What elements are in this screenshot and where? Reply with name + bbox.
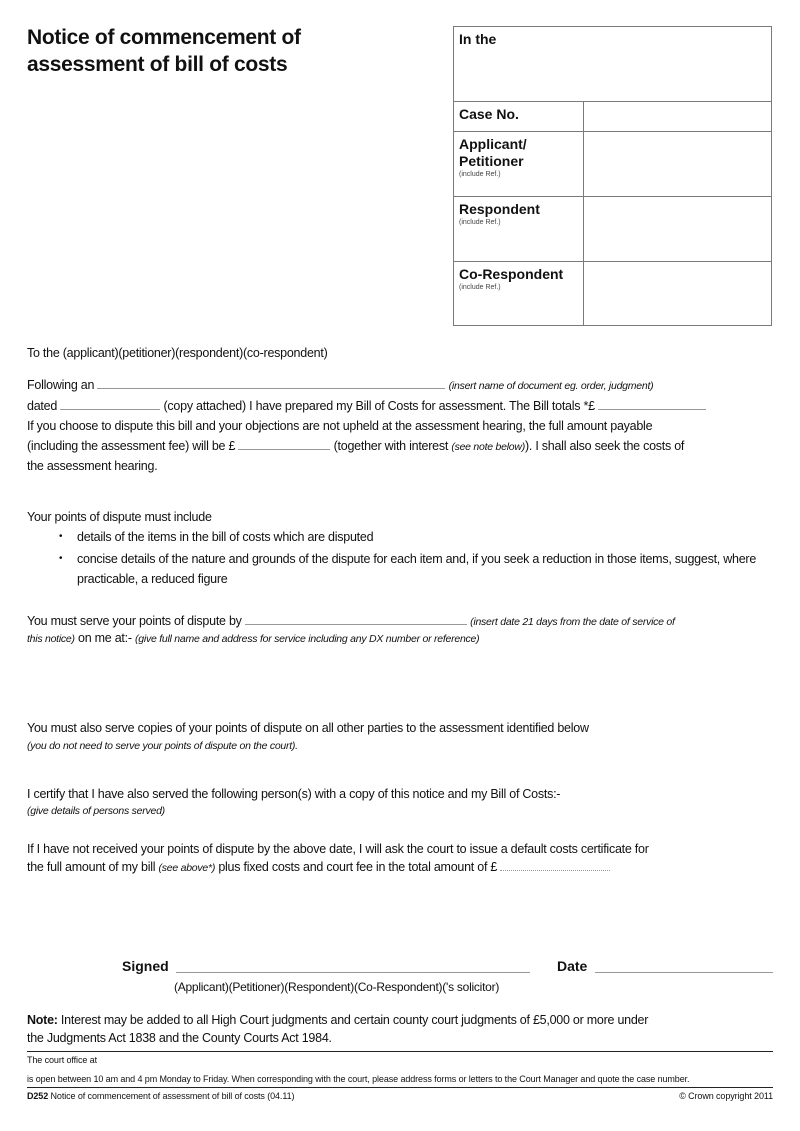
certify-hint: (give details of persons served)	[27, 805, 165, 817]
date-field[interactable]	[595, 958, 773, 973]
case-no-field[interactable]	[583, 102, 771, 132]
dated-text: (copy attached) I have prepared my Bill of Costs for assessment. The Bill totals *£	[163, 399, 595, 413]
applicant-ref-hint: (include Ref.)	[459, 171, 501, 178]
date-label: Date	[557, 958, 588, 974]
dated-line	[27, 396, 787, 416]
dated-prefix: dated	[27, 399, 58, 413]
footer-divider-top	[27, 1051, 773, 1052]
applicant-row	[454, 131, 771, 197]
dispute-line-3: the assessment hearing.	[27, 459, 158, 473]
co-respondent-ref-hint: (include Ref.)	[459, 284, 501, 291]
serve-address-hint: (give full name and address for service including any DX number or reference)	[135, 633, 480, 645]
co-respondent-label	[459, 266, 563, 292]
serve-date-field[interactable]	[245, 612, 467, 625]
service-address-field[interactable]	[27, 650, 773, 710]
full-amount-field[interactable]	[238, 437, 330, 450]
document-name-field[interactable]	[97, 376, 445, 389]
dispute-line-2	[27, 436, 787, 457]
default-suffix: plus fixed costs and court fee in the total amount of £	[218, 860, 498, 874]
applicant-label-line2: Petitioner	[459, 153, 524, 169]
serve-on-me: on me at:-	[78, 631, 132, 645]
case-details-box	[453, 26, 772, 326]
interest-note	[27, 1010, 787, 1030]
page-title	[27, 24, 427, 78]
interest-text: (together with interest	[333, 439, 449, 453]
costs-hearing-text: ). I shall also seek the costs of	[524, 439, 685, 453]
serve-prefix: You must serve your points of dispute by	[27, 614, 242, 628]
respondent-label	[459, 201, 540, 227]
serve-line-2	[27, 628, 787, 649]
co-respondent-label-text: Co-Respondent	[459, 266, 564, 282]
applicant-label-line1: Applicant/	[459, 136, 527, 152]
persons-served-field[interactable]	[27, 822, 773, 836]
points-intro: Your points of dispute must include	[27, 510, 212, 524]
points-list	[27, 527, 767, 589]
form-reference	[27, 1091, 294, 1101]
case-no-label: Case No.	[459, 106, 519, 122]
default-prefix: the full amount of my bill	[27, 860, 156, 874]
applicant-field[interactable]	[583, 132, 771, 197]
document-name-hint: (insert name of document eg. order, judgment)	[448, 380, 654, 392]
form-code: D252	[27, 1091, 49, 1101]
point-item: • details of the items in the bill of costs which are disputed	[27, 527, 767, 547]
also-serve-text: You must also serve copies of your points of dispute on all other parties to the assessment identified below	[27, 721, 589, 735]
also-serve-hint: (you do not need to serve your points of dispute on the court).	[27, 740, 298, 752]
following-prefix: Following an	[27, 378, 95, 392]
respondent-row	[454, 196, 771, 262]
point-item: • concise details of the nature and grounds of the dispute for each item and, if you seek a reduction in those items, suggest, where practicable, a reduced figure	[27, 549, 767, 589]
default-line-1: If I have not received your points of dispute by the above date, I will ask the court to issue a default costs certificate for	[27, 842, 649, 856]
title-line-2: assessment of bill of costs	[27, 53, 288, 76]
court-office-address-field[interactable]	[100, 1056, 770, 1068]
co-respondent-field[interactable]	[583, 262, 771, 326]
in-the-label: In the	[459, 31, 497, 47]
signed-label: Signed	[122, 958, 169, 974]
see-note-hint: (see note below)	[451, 441, 525, 453]
note-text-1: Interest may be added to all High Court judgments and certain county court judgments of £5,000 or more under	[57, 1013, 649, 1027]
respondent-field[interactable]	[583, 197, 771, 262]
form-name: Notice of commencement of assessment of bill of costs (04.11)	[48, 1091, 295, 1101]
default-total-field[interactable]	[500, 858, 610, 871]
dispute-line-1: If you choose to dispute this bill and your objections are not upheld at the assessment hearing, the full amount payable	[27, 419, 653, 433]
following-line	[27, 375, 777, 396]
note-label: Note:	[27, 1013, 58, 1027]
default-line-2	[27, 857, 787, 878]
serve-notice-hint: this notice)	[27, 633, 75, 645]
signature-field[interactable]	[176, 958, 530, 973]
respondent-ref-hint: (include Ref.)	[459, 219, 501, 226]
certify-text: I certify that I have also served the following person(s) with a copy of this notice and my Bill of Costs:-	[27, 787, 561, 801]
applicant-label	[459, 136, 527, 179]
serve-date-hint: (insert date 21 days from the date of service of	[470, 616, 675, 628]
co-respondent-row	[454, 261, 771, 326]
footer-divider-bottom	[27, 1087, 773, 1088]
signature-caption: (Applicant)(Petitioner)(Respondent)(Co-Respondent)('s solicitor)	[174, 980, 500, 994]
copyright-text: © Crown copyright 2011	[679, 1091, 773, 1101]
dated-field[interactable]	[60, 397, 160, 410]
case-no-row	[454, 101, 771, 132]
addressee-line: To the (applicant)(petitioner)(respondent)(co-respondent)	[27, 346, 328, 360]
court-office-text: The court office at	[27, 1055, 97, 1065]
respondent-label-text: Respondent	[459, 201, 540, 217]
full-amount-prefix: (including the assessment fee) will be £	[27, 439, 236, 453]
bill-total-field[interactable]	[598, 397, 706, 410]
title-line-1: Notice of commencement of	[27, 26, 301, 49]
note-text-2: the Judgments Act 1838 and the County Courts Act 1984.	[27, 1031, 332, 1045]
see-above-hint: (see above*)	[158, 862, 216, 874]
opening-hours-text: is open between 10 am and 4 pm Monday to Friday. When corresponding with the court, please address forms or letters to the Court Manager and quote the case number.	[27, 1074, 690, 1084]
